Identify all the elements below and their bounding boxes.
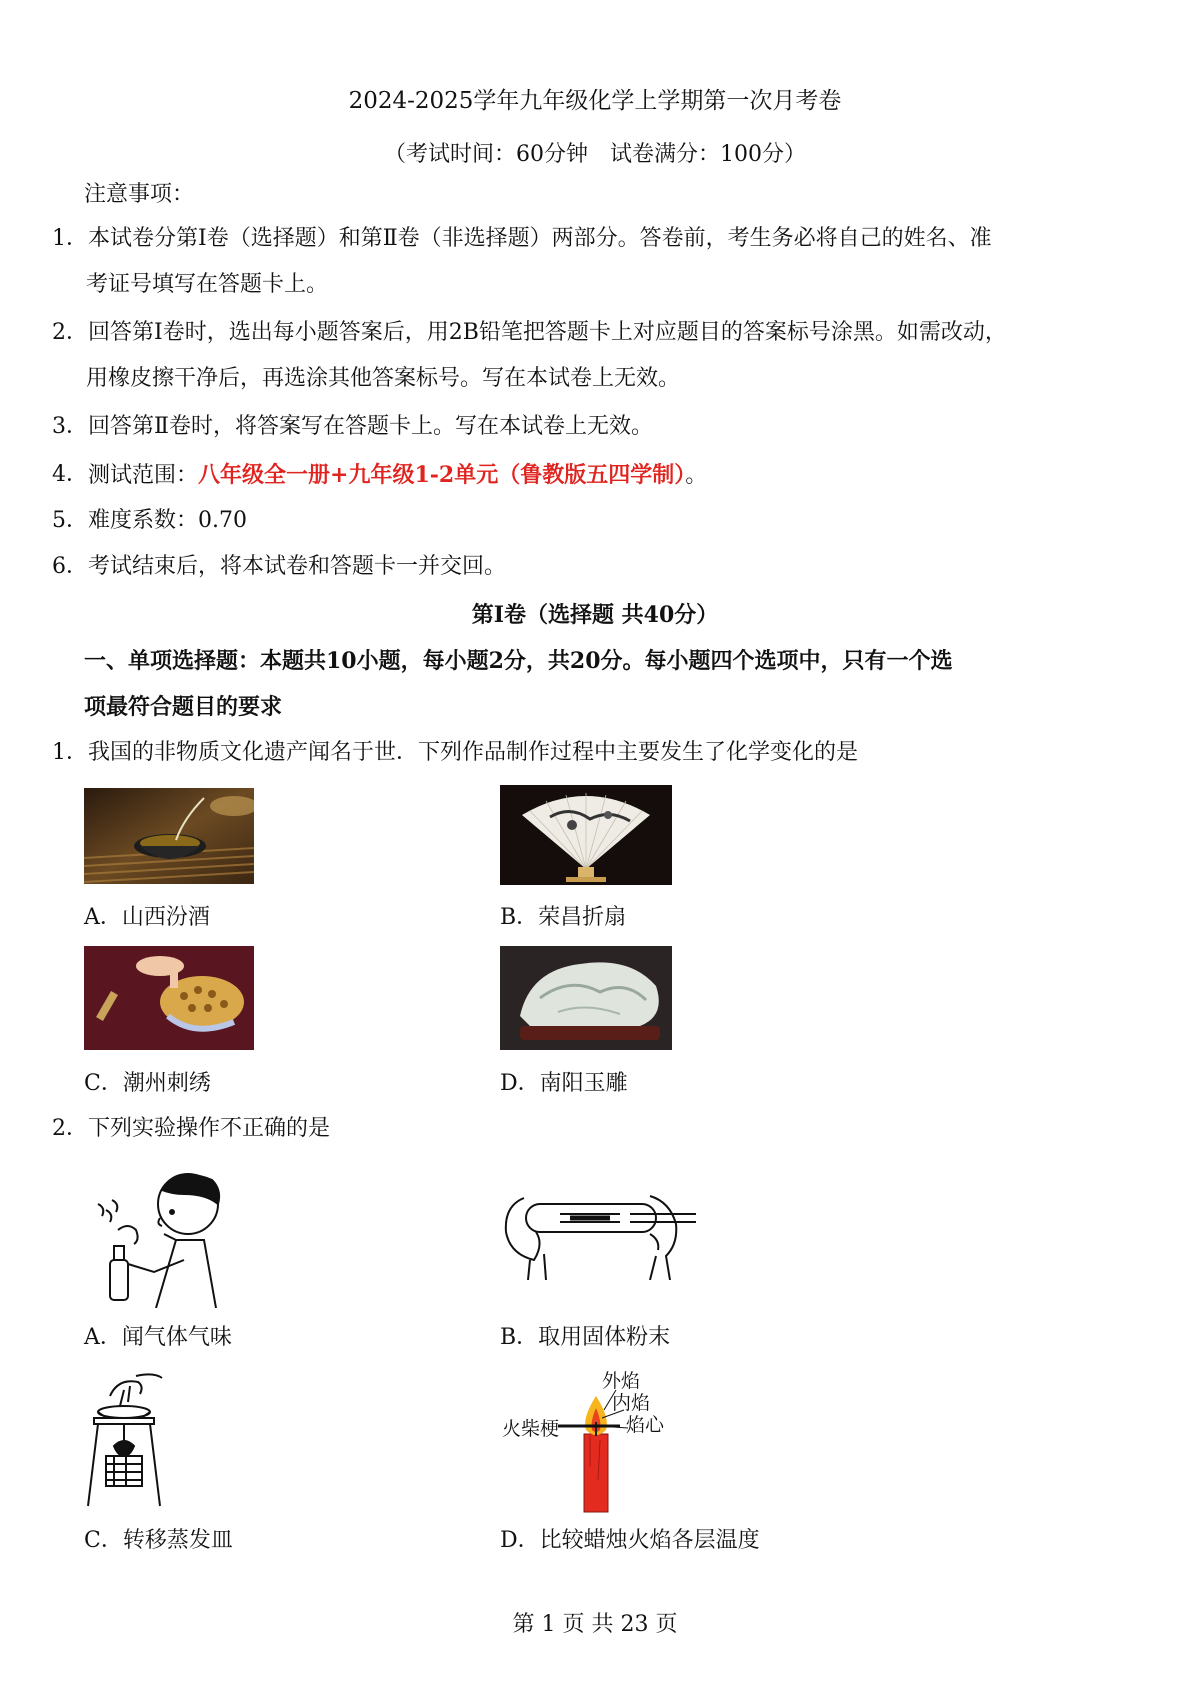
q2-option-b-figure xyxy=(500,1184,700,1280)
note-4-suffix: 。 xyxy=(685,463,708,488)
q1-option-d: D．南阳玉雕 xyxy=(500,1071,628,1096)
q1-option-c: C．潮州刺绣 xyxy=(84,1071,211,1096)
note-1-continued: 考证号填写在答题卡上。 xyxy=(86,272,329,297)
section-1-instruction-line1: 一、单项选择题：本题共10小题，每小题2分，共20分。每小题四个选项中，只有一个选 xyxy=(84,648,953,674)
note-5-number: 5． xyxy=(52,508,88,533)
q1-option-c-image xyxy=(84,946,254,1050)
q2-option-b: B．取用固体粉末 xyxy=(500,1325,671,1350)
test-scope-highlight: 八年级全一册+九年级1-2单元（鲁教版五四学制） xyxy=(198,462,686,488)
q1-option-d-image xyxy=(500,946,672,1050)
exam-subtitle: （考试时间：60分钟 试卷满分：100分） xyxy=(384,142,806,167)
note-3-number: 3． xyxy=(52,414,88,439)
q1-option-b: B．荣昌折扇 xyxy=(500,905,627,930)
q2-option-a: A．闻气体气味 xyxy=(84,1325,232,1350)
exam-title: 2024-2025学年九年级化学上学期第一次月考卷 xyxy=(348,88,842,114)
q2-stem: 下列实验操作不正确的是 xyxy=(88,1116,331,1141)
candle-label-inner-flame: 内焰 xyxy=(612,1392,651,1414)
section-1-instruction-line2: 项最符合题目的要求 xyxy=(84,694,283,720)
q1-option-b-image xyxy=(500,785,672,885)
note-4-line xyxy=(88,460,707,491)
page-footer: 第 1 页 共 23 页 xyxy=(512,1612,678,1637)
note-6-text: 考试结束后，将本试卷和答题卡一并交回。 xyxy=(88,554,507,579)
q2-number: 2． xyxy=(52,1116,88,1141)
note-1-text: 本试卷分第Ⅰ卷（选择题）和第Ⅱ卷（非选择题）两部分。答卷前，考生务必将自己的姓名、准 xyxy=(88,226,992,251)
note-4-number: 4． xyxy=(52,462,88,487)
q2-option-d: D．比较蜡烛火焰各层温度 xyxy=(500,1528,760,1553)
candle-label-outer-flame: 外焰 xyxy=(602,1370,641,1392)
note-6-number: 6． xyxy=(52,554,88,579)
q1-number: 1． xyxy=(52,740,88,765)
note-2-text: 回答第Ⅰ卷时，选出每小题答案后，用2B铅笔把答题卡上对应题目的答案标号涂黑。如需改动， xyxy=(88,320,1007,345)
q1-option-a: A．山西汾酒 xyxy=(84,905,210,930)
q2-option-c: C．转移蒸发皿 xyxy=(84,1528,233,1553)
note-2-continued: 用橡皮擦干净后，再选涂其他答案标号。写在本试卷上无效。 xyxy=(86,366,681,391)
note-1-number: 1． xyxy=(52,226,88,251)
candle-label-flame-core: 焰心 xyxy=(626,1414,665,1436)
note-3-text: 回答第Ⅱ卷时，将答案写在答题卡上。写在本试卷上无效。 xyxy=(88,414,653,439)
q2-option-c-figure xyxy=(84,1372,168,1510)
note-5-text: 难度系数：0.70 xyxy=(88,508,247,533)
q1-stem: 我国的非物质文化遗产闻名于世．下列作品制作过程中主要发生了化学变化的是 xyxy=(88,740,859,765)
q1-option-a-image xyxy=(84,788,254,884)
q2-option-d-figure xyxy=(500,1370,700,1514)
q2-option-a-figure xyxy=(84,1160,234,1308)
note-4-prefix: 测试范围： xyxy=(88,463,199,488)
note-2-number: 2． xyxy=(52,320,88,345)
section-1-title: 第Ⅰ卷（选择题 共40分） xyxy=(471,602,719,628)
candle-label-matchstick: 火柴梗 xyxy=(502,1418,560,1440)
notes-heading: 注意事项： xyxy=(84,182,195,207)
